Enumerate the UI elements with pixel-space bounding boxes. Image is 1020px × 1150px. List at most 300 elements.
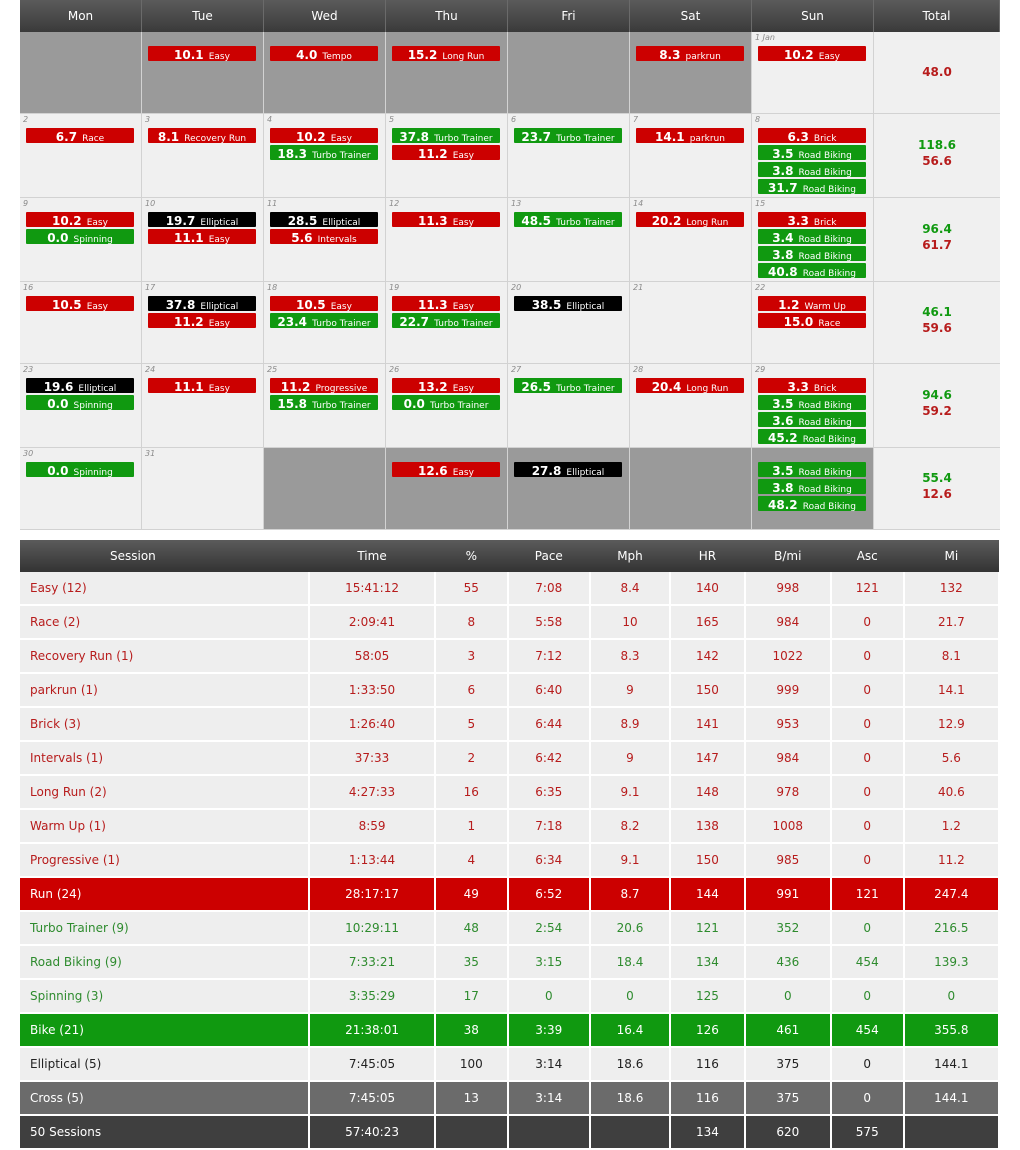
activity-badge[interactable] (26, 229, 134, 244)
stats-cell: 1:13:44 (309, 843, 435, 877)
activity-badge[interactable] (514, 462, 622, 477)
activity-type: Turbo Trainer (312, 151, 371, 160)
day-number: 27 (511, 365, 522, 374)
activity-distance: 0.0 (47, 231, 69, 244)
activity-badge[interactable] (148, 296, 256, 311)
stats-cell: 1:33:50 (309, 673, 435, 707)
calendar-day[interactable] (508, 32, 630, 114)
activity-badge[interactable] (26, 462, 134, 477)
activity-type: Road Biking (798, 151, 852, 160)
activity-badge[interactable] (514, 128, 622, 143)
activity-type: Long Run (442, 52, 485, 61)
stats-cell: 6:42 (508, 741, 590, 775)
calendar-day[interactable] (752, 198, 874, 282)
calendar-day[interactable] (630, 114, 752, 198)
activity-distance: 26.5 (521, 380, 552, 393)
stats-cell: 984 (745, 605, 831, 639)
calendar-day[interactable] (142, 198, 264, 282)
stats-cell: Long Run (2) (20, 775, 309, 809)
activity-badge[interactable] (392, 46, 500, 61)
activity-badge[interactable] (636, 378, 744, 393)
activity-type: Turbo Trainer (556, 134, 615, 143)
week-total-run: 59.2 (922, 404, 952, 418)
calendar-day[interactable] (264, 114, 386, 198)
column-header[interactable]: Pace (508, 540, 590, 572)
activity-type: parkrun (685, 52, 721, 61)
activity-badge[interactable] (26, 212, 134, 227)
calendar-day[interactable] (752, 282, 874, 364)
stats-cell: 8.2 (590, 809, 670, 843)
activity-type: Brick (813, 384, 837, 393)
activity-badge[interactable] (758, 179, 866, 194)
activity-badge[interactable] (148, 378, 256, 393)
activity-badge[interactable] (758, 429, 866, 444)
run-summary-row[interactable] (20, 877, 999, 911)
stats-cell: 998 (745, 572, 831, 605)
activity-badge[interactable] (758, 145, 866, 160)
activity-badge[interactable] (270, 395, 378, 410)
activity-distance: 8.1 (157, 130, 180, 143)
activity-badge[interactable] (270, 313, 378, 328)
calendar-day[interactable] (630, 282, 752, 364)
calendar-day[interactable] (752, 448, 874, 530)
session-row[interactable] (20, 1047, 999, 1081)
day-number: 23 (23, 365, 34, 374)
calendar-day[interactable] (508, 114, 630, 198)
stats-cell: 116 (670, 1081, 745, 1115)
calendar-header-sun: Sun (752, 0, 874, 32)
calendar-day[interactable] (142, 448, 264, 530)
stats-cell (590, 1115, 670, 1149)
calendar-day[interactable] (630, 364, 752, 448)
calendar-day[interactable] (386, 282, 508, 364)
calendar-day[interactable] (142, 282, 264, 364)
session-row[interactable] (20, 979, 999, 1013)
calendar-day[interactable] (264, 282, 386, 364)
calendar-day[interactable] (264, 32, 386, 114)
stats-cell: 0 (831, 673, 904, 707)
stats-cell: 14.1 (904, 673, 999, 707)
activity-type: Brick (813, 218, 837, 227)
session-row[interactable] (20, 673, 999, 707)
stats-cell: 16.4 (590, 1013, 670, 1047)
session-row[interactable] (20, 741, 999, 775)
column-header[interactable]: HR (670, 540, 745, 572)
day-number: 19 (389, 283, 400, 292)
activity-distance: 27.8 (531, 464, 562, 477)
activity-badge[interactable] (758, 162, 866, 177)
week-total (874, 448, 1000, 530)
column-header[interactable]: % (435, 540, 508, 572)
activity-type: Spinning (73, 401, 113, 410)
activity-badge[interactable] (514, 212, 622, 227)
stats-cell: 134 (670, 1115, 745, 1149)
activity-type: Turbo Trainer (556, 218, 615, 227)
calendar-day[interactable] (20, 282, 142, 364)
day-number: 10 (145, 199, 156, 208)
column-header[interactable]: Mi (904, 540, 999, 572)
activity-badge[interactable] (148, 128, 256, 143)
stats-cell: 5:58 (508, 605, 590, 639)
week-total (874, 198, 1000, 282)
calendar-day[interactable] (386, 448, 508, 530)
calendar-day[interactable] (386, 198, 508, 282)
stats-cell: 21:38:01 (309, 1013, 435, 1047)
activity-badge[interactable] (148, 313, 256, 328)
activity-type: Easy (330, 302, 352, 311)
calendar-header-mon: Mon (20, 0, 142, 32)
session-row[interactable] (20, 572, 999, 605)
calendar-day[interactable] (386, 114, 508, 198)
stats-cell: 3:14 (508, 1081, 590, 1115)
column-header[interactable]: Mph (590, 540, 670, 572)
bike-summary-row[interactable] (20, 1013, 999, 1047)
activity-distance: 11.2 (280, 380, 311, 393)
stats-cell: 50 Sessions (20, 1115, 309, 1149)
stats-cell: 461 (745, 1013, 831, 1047)
activity-badge[interactable] (758, 313, 866, 328)
day-number: 20 (511, 283, 522, 292)
session-row[interactable] (20, 605, 999, 639)
activity-distance: 45.2 (768, 431, 798, 444)
activity-badge[interactable] (758, 212, 866, 227)
stats-cell: 953 (745, 707, 831, 741)
activity-type: Intervals (317, 235, 357, 244)
stats-cell: 216.5 (904, 911, 999, 945)
activity-badge[interactable] (758, 412, 866, 427)
stats-cell: 121 (831, 572, 904, 605)
cross-summary-row[interactable] (20, 1081, 999, 1115)
activity-badge[interactable] (514, 378, 622, 393)
activity-badge[interactable] (26, 296, 134, 311)
day-number: 26 (389, 365, 400, 374)
stats-cell: 3:35:29 (309, 979, 435, 1013)
stats-cell: 0 (590, 979, 670, 1013)
stats-cell: 0 (831, 707, 904, 741)
activity-distance: 10.5 (52, 298, 82, 311)
stats-cell: 8.3 (590, 639, 670, 673)
calendar-day[interactable] (508, 448, 630, 530)
activity-distance: 23.4 (277, 315, 308, 328)
stats-cell: 1008 (745, 809, 831, 843)
activity-type: Easy (86, 218, 108, 227)
activity-type: Spinning (73, 468, 113, 477)
stats-cell: 10 (590, 605, 670, 639)
calendar-day[interactable] (752, 364, 874, 448)
stats-cell: Elliptical (5) (20, 1047, 309, 1081)
stats-cell: Bike (21) (20, 1013, 309, 1047)
activity-distance: 5.6 (291, 231, 313, 244)
activity-distance: 48.5 (521, 214, 552, 227)
activity-type: Elliptical (566, 468, 605, 477)
activity-type: Elliptical (566, 302, 605, 311)
activity-type: Long Run (686, 384, 729, 393)
activity-type: Race (818, 319, 841, 328)
week-total-bike: 46.1 (922, 305, 952, 319)
stats-cell: 0 (831, 639, 904, 673)
day-number: 9 (23, 199, 29, 208)
stats-cell: Progressive (1) (20, 843, 309, 877)
activity-badge[interactable] (758, 479, 866, 494)
session-row[interactable] (20, 809, 999, 843)
activity-badge[interactable] (758, 229, 866, 244)
activity-type: Easy (452, 218, 474, 227)
activity-badge[interactable] (148, 212, 256, 227)
stats-cell: 18.6 (590, 1081, 670, 1115)
session-stats-table (20, 540, 1000, 1150)
activity-distance: 13.2 (418, 380, 448, 393)
session-row[interactable] (20, 945, 999, 979)
calendar-day[interactable] (264, 364, 386, 448)
stats-cell: parkrun (1) (20, 673, 309, 707)
stats-cell: 7:33:21 (309, 945, 435, 979)
week-total-run: 59.6 (922, 321, 952, 335)
calendar-day[interactable] (264, 448, 386, 530)
activity-distance: 3.5 (772, 397, 794, 410)
activity-badge[interactable] (392, 128, 500, 143)
calendar-day[interactable] (264, 198, 386, 282)
stats-cell: 0 (831, 1047, 904, 1081)
activity-badge[interactable] (392, 313, 500, 328)
stats-cell: 7:08 (508, 572, 590, 605)
stats-cell: Intervals (1) (20, 741, 309, 775)
activity-badge[interactable] (148, 46, 256, 61)
session-row[interactable] (20, 911, 999, 945)
activity-badge[interactable] (148, 229, 256, 244)
stats-cell: 37:33 (309, 741, 435, 775)
stats-cell: 8.7 (590, 877, 670, 911)
calendar-day[interactable] (508, 198, 630, 282)
stats-cell: 100 (435, 1047, 508, 1081)
calendar-day[interactable] (630, 448, 752, 530)
stats-cell: 0 (904, 979, 999, 1013)
stats-cell: 40.6 (904, 775, 999, 809)
stats-cell: 0 (831, 979, 904, 1013)
stats-cell: 352 (745, 911, 831, 945)
calendar-day[interactable] (630, 198, 752, 282)
activity-type: Turbo Trainer (556, 384, 615, 393)
day-number: 18 (267, 283, 278, 292)
activity-type: Easy (452, 384, 474, 393)
activity-type: Easy (452, 468, 474, 477)
stats-cell: 5.6 (904, 741, 999, 775)
activity-badge[interactable] (270, 46, 378, 61)
calendar-day[interactable] (142, 114, 264, 198)
calendar-day[interactable] (20, 198, 142, 282)
activity-distance: 20.4 (651, 380, 682, 393)
session-row[interactable] (20, 639, 999, 673)
stats-cell: 134 (670, 945, 745, 979)
activity-badge[interactable] (392, 395, 500, 410)
activity-distance: 11.3 (418, 298, 448, 311)
activity-type: Turbo Trainer (429, 401, 489, 410)
activity-type: Race (82, 134, 105, 143)
week-total-run: 56.6 (922, 154, 952, 168)
week-total (874, 32, 1000, 114)
activity-distance: 6.3 (787, 130, 809, 143)
activity-type: Turbo Trainer (312, 401, 371, 410)
activity-badge[interactable] (758, 246, 866, 261)
stats-cell: 6:44 (508, 707, 590, 741)
day-number: 25 (267, 365, 278, 374)
stats-cell: 620 (745, 1115, 831, 1149)
activity-distance: 15.8 (277, 397, 308, 410)
calendar-day[interactable] (508, 364, 630, 448)
stats-cell: 0 (745, 979, 831, 1013)
activity-badge[interactable] (270, 212, 378, 227)
stats-cell: 38 (435, 1013, 508, 1047)
activity-badge[interactable] (270, 145, 378, 160)
activity-badge[interactable] (270, 296, 378, 311)
activity-type: Easy (818, 52, 840, 61)
activity-badge[interactable] (758, 462, 866, 477)
column-header[interactable]: B/mi (745, 540, 831, 572)
activity-distance: 37.8 (165, 298, 196, 311)
stats-cell: 125 (670, 979, 745, 1013)
calendar-week (20, 282, 1000, 364)
week-total (874, 114, 1000, 198)
calendar-day[interactable] (752, 32, 874, 114)
session-row[interactable] (20, 843, 999, 877)
activity-badge[interactable] (636, 46, 744, 61)
calendar-day[interactable] (20, 114, 142, 198)
activity-type: Elliptical (200, 302, 239, 311)
calendar-day[interactable] (142, 364, 264, 448)
stats-cell: 18.6 (590, 1047, 670, 1081)
activity-badge[interactable] (26, 395, 134, 410)
week-total-run: 48.0 (922, 65, 952, 79)
stats-cell: 0 (831, 1081, 904, 1115)
activity-distance: 48.2 (768, 498, 798, 511)
activity-distance: 3.5 (772, 147, 794, 160)
stats-cell: 375 (745, 1081, 831, 1115)
stats-cell: 355.8 (904, 1013, 999, 1047)
calendar-day[interactable] (386, 32, 508, 114)
activity-badge[interactable] (758, 296, 866, 311)
stats-cell: 8 (435, 605, 508, 639)
stats-cell: Easy (12) (20, 572, 309, 605)
activity-distance: 31.7 (768, 181, 798, 194)
stats-cell: 58:05 (309, 639, 435, 673)
activity-distance: 6.7 (55, 130, 78, 143)
activity-badge[interactable] (392, 296, 500, 311)
stats-cell: 144.1 (904, 1081, 999, 1115)
activity-type: Turbo Trainer (434, 134, 493, 143)
calendar-week (20, 448, 1000, 530)
activity-badge[interactable] (392, 462, 500, 477)
stats-cell: 150 (670, 843, 745, 877)
stats-cell: 6 (435, 673, 508, 707)
stats-cell (508, 1115, 590, 1149)
column-header[interactable]: Session (20, 540, 309, 572)
stats-cell: 7:45:05 (309, 1081, 435, 1115)
activity-badge[interactable] (758, 263, 866, 278)
calendar-day[interactable] (20, 364, 142, 448)
activity-badge[interactable] (636, 128, 744, 143)
calendar-day[interactable] (508, 282, 630, 364)
activity-type: Tempo (322, 52, 352, 61)
activity-distance: 3.8 (772, 164, 794, 177)
activity-distance: 28.5 (287, 214, 318, 227)
total-summary-row[interactable] (20, 1115, 999, 1149)
calendar-week (20, 114, 1000, 198)
activity-badge[interactable] (26, 378, 134, 393)
activity-type: Road Biking (798, 252, 852, 261)
activity-distance: 10.2 (52, 214, 82, 227)
stats-cell: 0 (831, 843, 904, 877)
stats-cell: 375 (745, 1047, 831, 1081)
stats-cell: 9.1 (590, 775, 670, 809)
activity-badge[interactable] (270, 128, 378, 143)
stats-cell: 8.4 (590, 572, 670, 605)
activity-badge[interactable] (514, 296, 622, 311)
activity-badge[interactable] (636, 212, 744, 227)
day-number: 14 (633, 199, 644, 208)
day-number: 24 (145, 365, 156, 374)
week-total (874, 364, 1000, 448)
activity-distance: 40.8 (768, 265, 798, 278)
activity-badge[interactable] (392, 145, 500, 160)
week-total-run: 12.6 (922, 487, 952, 501)
activity-distance: 20.2 (651, 214, 682, 227)
stats-cell: 8.1 (904, 639, 999, 673)
activity-type: Easy (452, 302, 474, 311)
week-total-bike: 94.6 (922, 388, 952, 402)
column-header[interactable]: Asc (831, 540, 904, 572)
column-header[interactable]: Time (309, 540, 435, 572)
stats-cell: 3:15 (508, 945, 590, 979)
activity-badge[interactable] (758, 378, 866, 393)
stats-cell: 57:40:23 (309, 1115, 435, 1149)
calendar-day[interactable] (142, 32, 264, 114)
activity-type: Road Biking (798, 468, 852, 477)
activity-badge[interactable] (270, 229, 378, 244)
activity-distance: 1.2 (778, 298, 800, 311)
stats-cell: 0 (508, 979, 590, 1013)
calendar-day[interactable] (630, 32, 752, 114)
activity-badge[interactable] (392, 378, 500, 393)
calendar-day[interactable] (386, 364, 508, 448)
activity-badge[interactable] (26, 128, 134, 143)
activity-type: Easy (208, 384, 230, 393)
activity-badge[interactable] (758, 128, 866, 143)
calendar-day[interactable] (20, 32, 142, 114)
activity-badge[interactable] (270, 378, 378, 393)
activity-distance: 38.5 (531, 298, 562, 311)
session-row[interactable] (20, 775, 999, 809)
stats-cell: 16 (435, 775, 508, 809)
stats-cell: 0 (831, 741, 904, 775)
session-row[interactable] (20, 707, 999, 741)
activity-badge[interactable] (392, 212, 500, 227)
stats-cell: 121 (831, 877, 904, 911)
stats-cell: 5 (435, 707, 508, 741)
stats-cell: 7:45:05 (309, 1047, 435, 1081)
calendar-day[interactable] (20, 448, 142, 530)
stats-cell: 2:09:41 (309, 605, 435, 639)
activity-badge[interactable] (758, 496, 866, 511)
activity-badge[interactable] (758, 46, 866, 61)
activity-type: Elliptical (78, 384, 117, 393)
activity-distance: 19.6 (43, 380, 74, 393)
stats-cell: 139.3 (904, 945, 999, 979)
calendar-day[interactable] (752, 114, 874, 198)
activity-badge[interactable] (758, 395, 866, 410)
stats-cell (435, 1115, 508, 1149)
activity-distance: 3.6 (772, 414, 794, 427)
stats-cell: 984 (745, 741, 831, 775)
activity-distance: 4.0 (296, 48, 318, 61)
